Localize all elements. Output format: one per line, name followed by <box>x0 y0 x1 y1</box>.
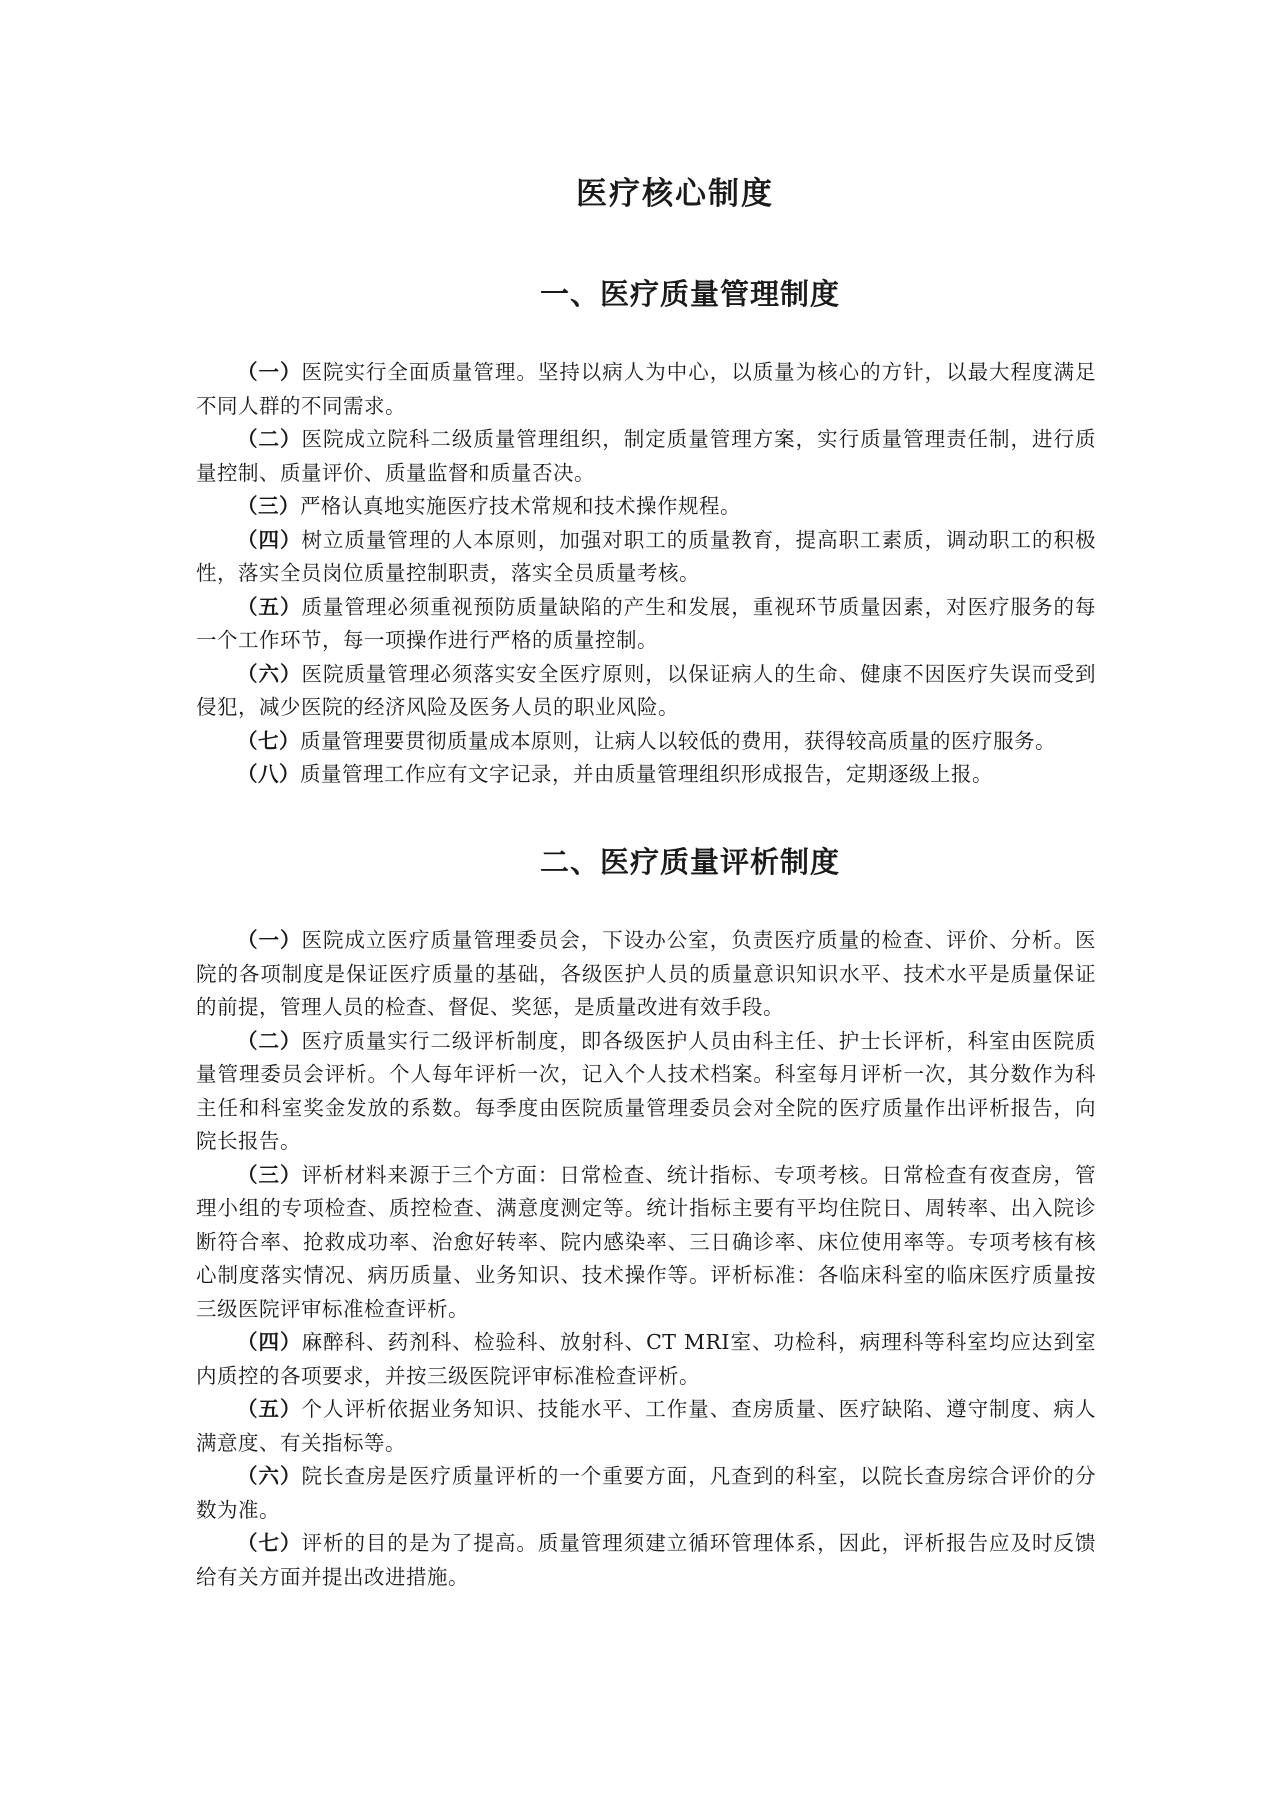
paragraph: （三）评析材料来源于三个方面：日常检查、统计指标、专项考核。日常检查有夜查房，管理小组的专项检查、质控检查、满意度测定等。统计指标主要有平均住院日、周转率、出入院诊断符合率、抢救成功率、治愈好转率、院内感染率、三日确诊率、床位使用率等。专项考核有核心制度落实情况、病历质量、业务知识、技术操作等。评析标准：各临床科室的临床医疗质量按三级医院评审标准检查评析。 <box>196 1162 1097 1321</box>
paragraph: （六）医院质量管理必须落实安全医疗原则，以保证病人的生命、健康不因医疗失误而受到侵犯，减少医院的经济风险及医务人员的职业风险。 <box>196 661 1097 719</box>
section-heading-quality-evaluation: 二、医疗质量评析制度 <box>539 845 840 879</box>
section-body-quality-evaluation <box>196 924 1096 1594</box>
section-body-quality-management <box>196 356 1096 792</box>
section-heading-quality-management: 一、医疗质量管理制度 <box>539 277 840 311</box>
paragraph: （四）树立质量管理的人本原则，加强对职工的质量教育，提高职工素质，调动职工的积极性，落实全员岗位质量控制职责，落实全员质量考核。 <box>196 527 1097 585</box>
paragraph: （七）评析的目的是为了提高。质量管理须建立循环管理体系，因此，评析报告应及时反馈给有关方面并提出改进措施。 <box>196 1531 1097 1589</box>
paragraph: （八）质量管理工作应有文字记录，并由质量管理组织形成报告，定期逐级上报。 <box>237 762 993 786</box>
paragraph: （一）医院实行全面质量管理。坚持以病人为中心，以质量为核心的方针，以最大程度满足不同人群的不同需求。 <box>196 360 1097 418</box>
paragraph: （四）麻醉科、药剂科、检验科、放射科、CT MRI室、功检科，病理科等科室均应达到室内质控的各项要求，并按三级医院评审标准检查评析。 <box>196 1330 1096 1388</box>
paragraph: （五）个人评析依据业务知识、技能水平、工作量、查房质量、医疗缺陷、遵守制度、病人满意度、有关指标等。 <box>196 1397 1097 1455</box>
paragraph: （三）严格认真地实施医疗技术常规和技术操作规程。 <box>237 494 741 518</box>
document-title: 医疗核心制度 <box>576 176 774 212</box>
paragraph: （六）院长查房是医疗质量评析的一个重要方面，凡查到的科室，以院长查房综合评价的分数为准。 <box>196 1464 1097 1522</box>
paragraph: （七）质量管理要贯彻质量成本原则，让病人以较低的费用，获得较高质量的医疗服务。 <box>237 728 1056 753</box>
paragraph: （二）医疗质量实行二级评析制度，即各级医护人员由科主任、护士长评析，科室由医院质量管理委员会评析。个人每年评析一次，记入个人技术档案。科室每月评析一次，其分数作为科主任和科室奖金发放的系数。每季度由医院质量管理委员会对全院的医疗质量作出评析报告，向院长报告。 <box>196 1028 1097 1153</box>
paragraph: （一）医院成立医疗质量管理委员会，下设办公室，负责医疗质量的检查、评价、分析。医院的各项制度是保证医疗质量的基础，各级医护人员的质量意识知识水平、技术水平是质量保证的前提，管理人员的检查、督促、奖惩，是质量改进有效手段。 <box>196 928 1097 1019</box>
paragraph: （五）质量管理必须重视预防质量缺陷的产生和发展，重视环节质量因素，对医疗服务的每一个工作环节，每一项操作进行严格的质量控制。 <box>196 594 1097 652</box>
paragraph: （二）医院成立院科二级质量管理组织，制定质量管理方案，实行质量管理责任制，进行质量控制、质量评价、质量监督和质量否决。 <box>196 427 1097 485</box>
